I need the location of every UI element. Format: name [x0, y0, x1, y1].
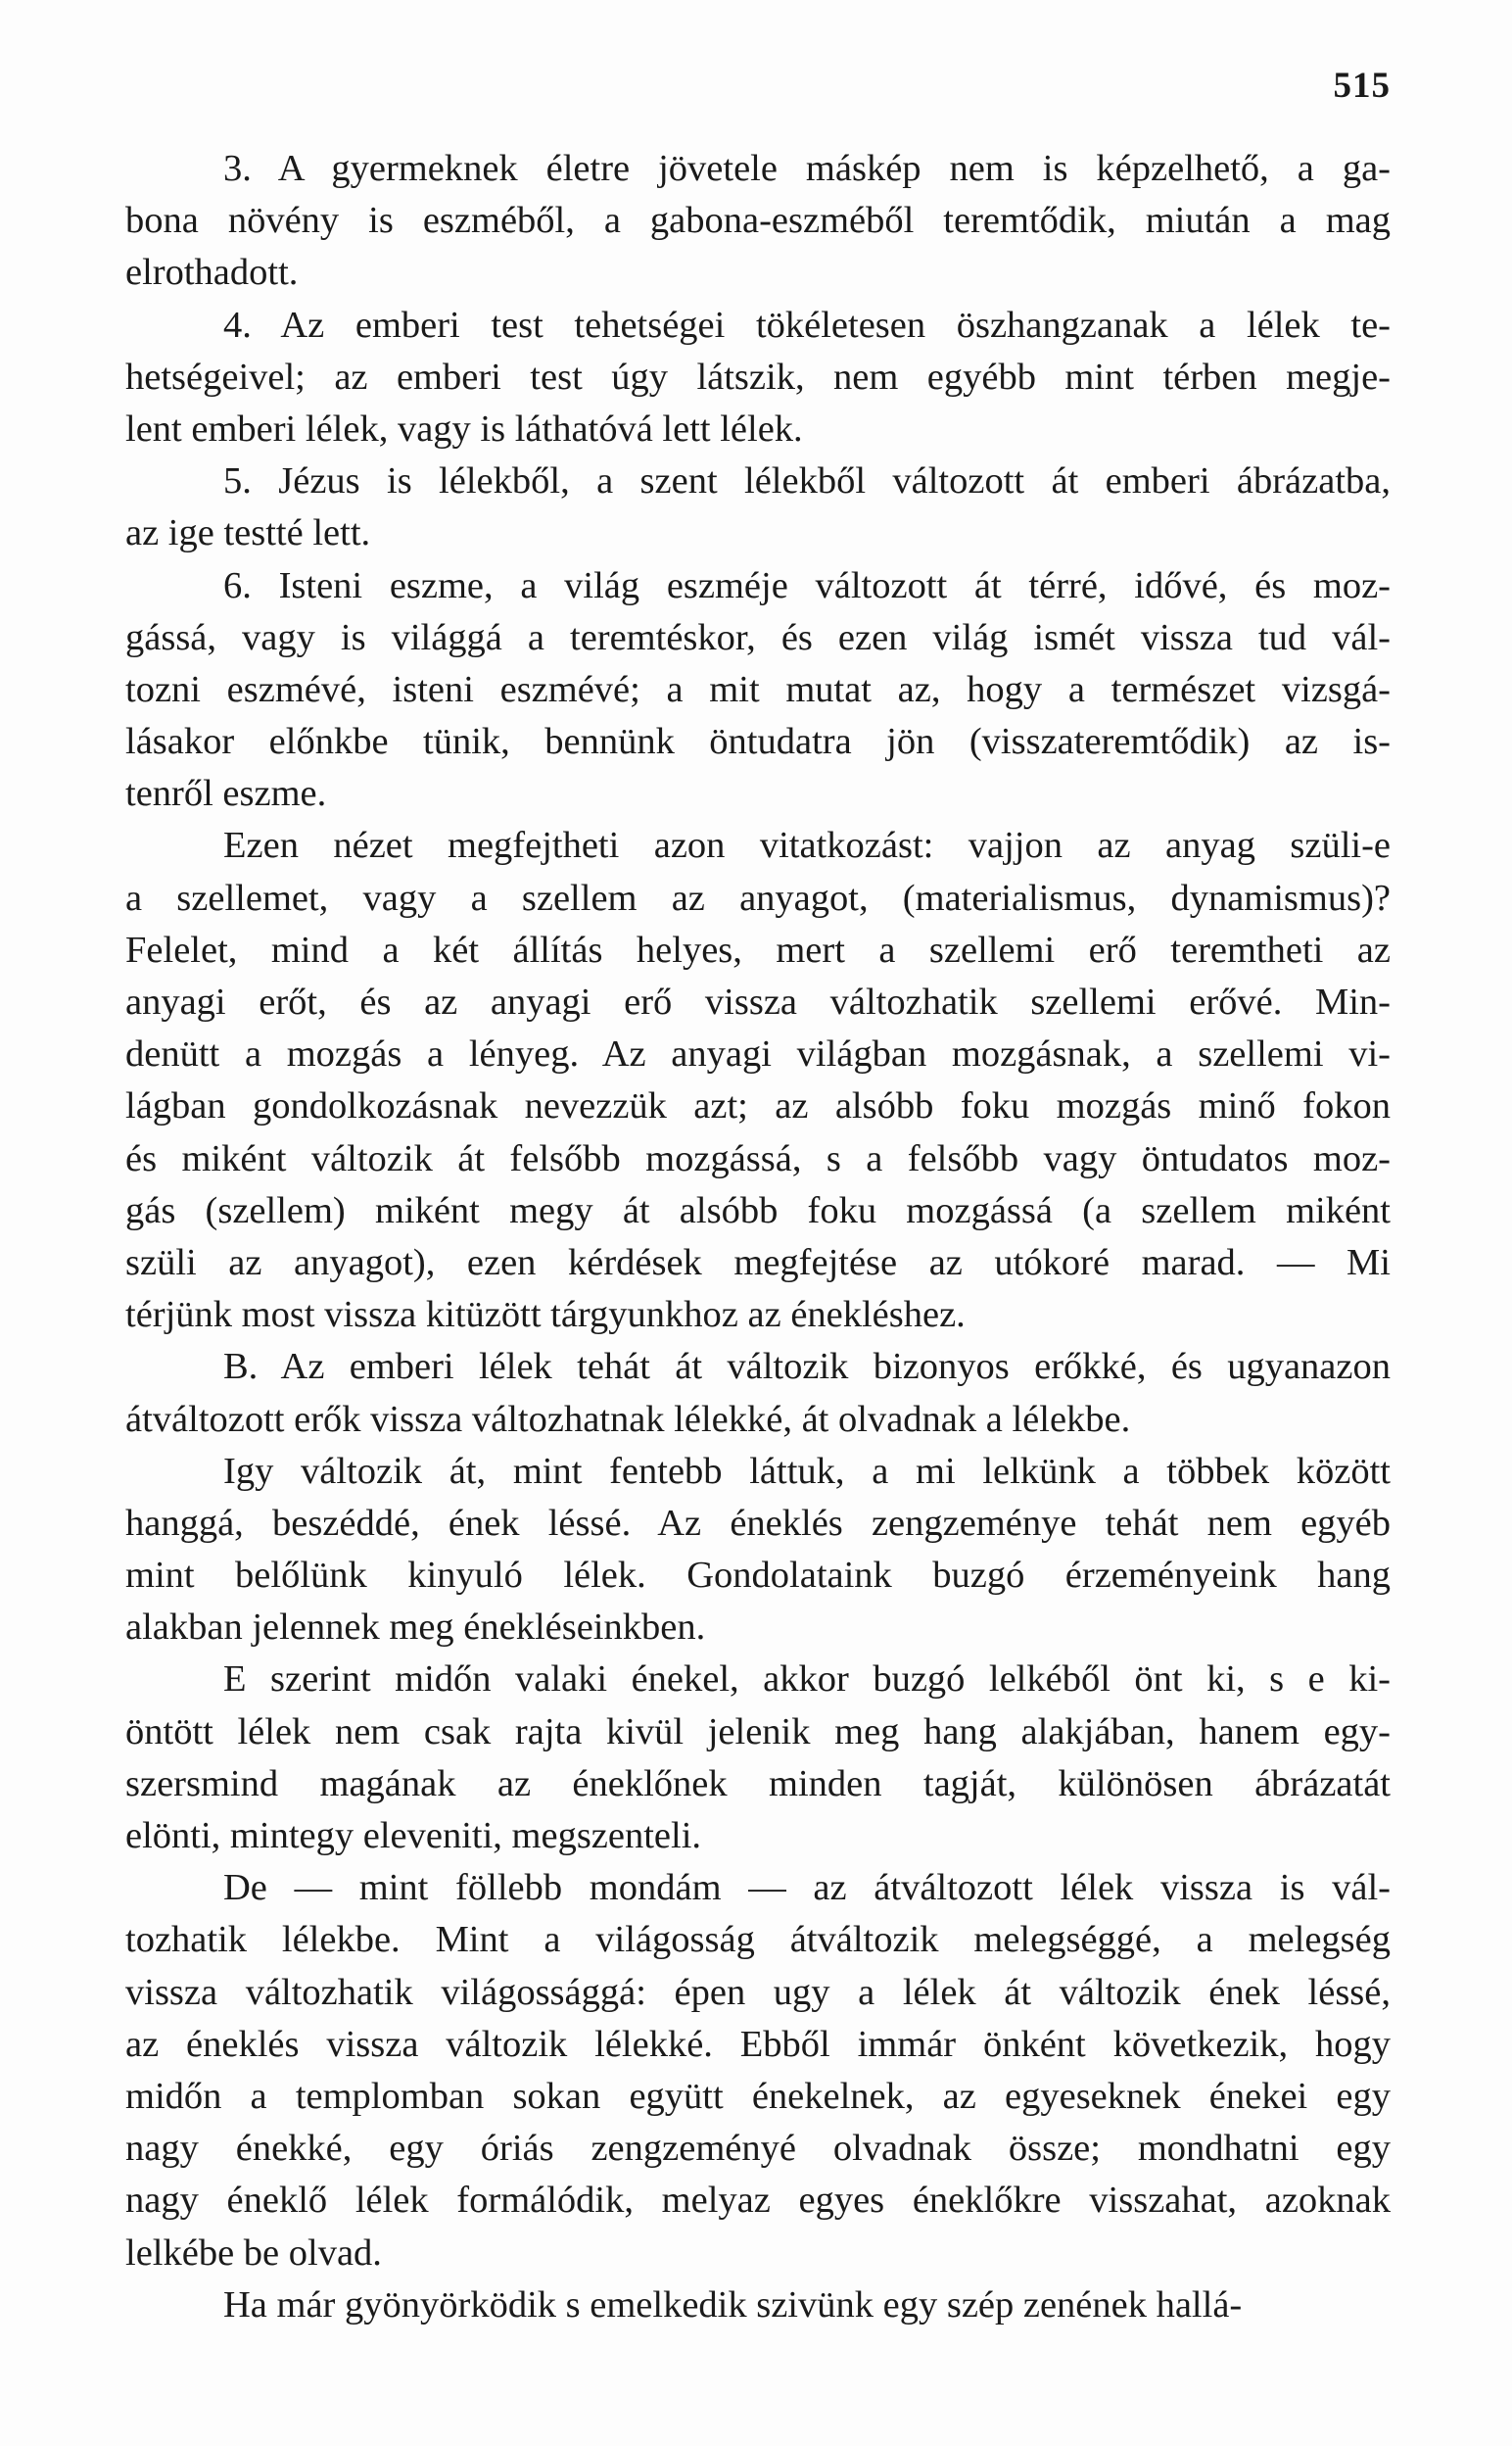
- text-line: gás (szellem) miként megy át alsóbb foku mozgássá (a szellem miként: [125, 1189, 1391, 1231]
- text-line: E szerint midőn valaki énekel, akkor buzgó lelkéből önt ki, s e ki-: [223, 1658, 1391, 1701]
- text-line: nagy éneklő lélek formálódik, melyaz egyes éneklőkre visszahat, azoknak: [125, 2180, 1391, 2222]
- text-line: Igy változik át, mint fentebb láttuk, a mi lelkünk a többek között: [223, 1450, 1391, 1492]
- text-line: az ige testté lett.: [125, 512, 371, 554]
- text-line: vissza változhatik világossággá: épen ugy a lélek át változik ének léssé,: [125, 1971, 1391, 2013]
- text-line: 5. Jézus is lélekből, a szent lélekből változott át emberi ábrázatba,: [223, 460, 1391, 503]
- text-line: elönti, mintegy eleveniti, megszenteli.: [125, 1815, 702, 1856]
- text-line: Ha már gyönyörködik s emelkedik szivünk egy szép zenének hallá-: [223, 2283, 1243, 2326]
- text-line: De — mint föllebb mondám — az átváltozott lélek vissza is vál-: [223, 1867, 1391, 1909]
- text-line: öntött lélek nem csak rajta kivül jelenik meg hang alakjában, hanem egy-: [125, 1710, 1391, 1752]
- text-line: nagy énekké, egy óriás zengzeményé olvadnak össze; mondhatni egy: [125, 2128, 1391, 2170]
- text-line: szüli az anyagot), ezen kérdések megfejtése az utókoré marad. — Mi: [125, 1241, 1391, 1283]
- text-line: B. Az emberi lélek tehát át változik bizonyos erőkké, és ugyanazon: [223, 1346, 1391, 1388]
- text-line: hanggá, beszéddé, ének léssé. Az éneklés zengzeménye tehát nem egyéb: [125, 1502, 1391, 1544]
- text-line: a szellemet, vagy a szellem az anyagot, (materialismus, dynamismus)?: [125, 877, 1391, 919]
- text-line: lágban gondolkozásnak nevezzük azt; az alsóbb foku mozgás minő fokon: [125, 1085, 1391, 1127]
- text-line: és miként változik át felsőbb mozgássá, s a felsőbb vagy öntudatos moz-: [125, 1137, 1391, 1179]
- text-line: denütt a mozgás a lényeg. Az anyagi világban mozgásnak, a szellemi vi-: [125, 1033, 1391, 1076]
- text-line: 3. A gyermeknek életre jövetele máskép nem is képzelhető, a ga-: [223, 148, 1391, 189]
- text-line: átváltozott erők vissza változhatnak lélekké, át olvadnak a lélekbe.: [125, 1398, 1131, 1440]
- text-line: az éneklés vissza változik lélekké. Ebből immár önként következik, hogy: [125, 2023, 1391, 2065]
- text-line: elrothadott.: [125, 252, 299, 294]
- text-line: tozhatik lélekbe. Mint a világosság átváltozik melegséggé, a melegség: [125, 1919, 1391, 1961]
- text-line: anyagi erőt, és az anyagi erő vissza változhatik szellemi erővé. Min-: [125, 982, 1391, 1023]
- page-number: 515: [1333, 66, 1391, 106]
- text-line: 4. Az emberi test tehetségei tökéletesen öszhangzanak a lélek te-: [223, 304, 1391, 346]
- text-line: tozni eszmévé, isteni eszmévé; a mit mutat az, hogy a természet vizsgá-: [125, 668, 1391, 710]
- body-text: [125, 143, 1391, 2331]
- text-line: Felelet, mind a két állítás helyes, mert a szellemi erő teremtheti az: [125, 929, 1391, 971]
- text-line: szersmind magának az éneklőnek minden tagját, különösen ábrázatát: [125, 1762, 1391, 1804]
- text-line: lásakor előnkbe tünik, bennünk öntudatra jön (visszateremtődik) az is-: [125, 721, 1391, 763]
- text-line: gássá, vagy is világgá a teremtéskor, és ezen világ ismét vissza tud vál-: [125, 616, 1391, 658]
- text-line: mint belőlünk kinyuló lélek. Gondolataink buzgó érzeményeink hang: [125, 1555, 1391, 1597]
- text-line: tenről eszme.: [125, 773, 327, 815]
- text-line: lent emberi lélek, vagy is láthatóvá lett lélek.: [125, 408, 803, 450]
- text-line: hetségeivel; az emberi test úgy látszik, nem egyébb mint térben megje-: [125, 356, 1391, 398]
- text-line: bona növény is eszméből, a gabona-eszméből teremtődik, miután a mag: [125, 200, 1391, 242]
- text-line: lelkébe be olvad.: [125, 2231, 382, 2274]
- text-line: midőn a templomban sokan együtt énekelnek, az egyeseknek énekei egy: [125, 2075, 1391, 2117]
- text-line: térjünk most vissza kitüzött tárgyunkhoz az énekléshez.: [125, 1294, 966, 1336]
- text-line: Ezen nézet megfejtheti azon vitatkozást: vajjon az anyag szüli-e: [223, 825, 1391, 867]
- text-line: 6. Isteni eszme, a világ eszméje változott át térré, idővé, és moz-: [223, 564, 1391, 606]
- text-line: alakban jelennek meg énekléseinkben.: [125, 1607, 706, 1649]
